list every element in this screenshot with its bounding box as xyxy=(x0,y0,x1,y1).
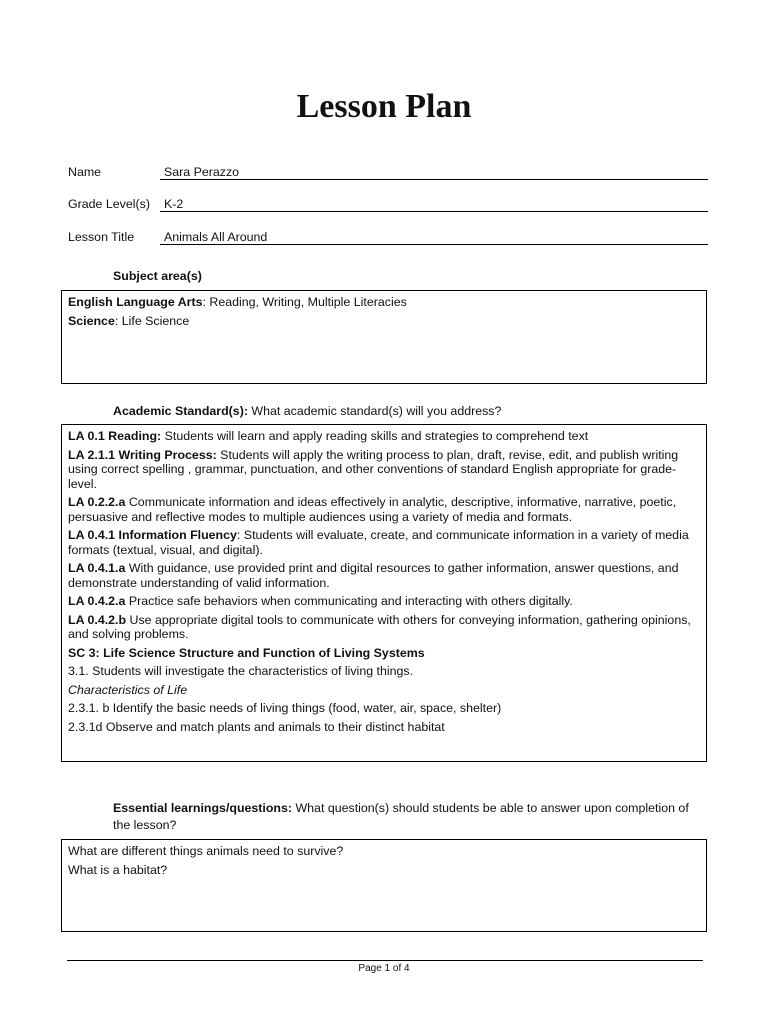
standard-code: LA 0.4.2.b xyxy=(68,612,127,627)
essential-question: What is a habitat? xyxy=(68,862,168,877)
subject-science-line xyxy=(68,314,700,329)
standard-text: : Students will evaluate, create, and communicate information in a variety of media formats (textual, visual, and digital). xyxy=(68,528,689,557)
standard-text: Practice safe behaviors when communicating and interacting with others digitally. xyxy=(125,594,573,608)
essential-question: What are different things animals need to survive? xyxy=(68,844,344,858)
subject-area-heading xyxy=(113,268,703,285)
name-label: Name xyxy=(68,165,102,179)
standard-text: With guidance, use provided print and digital resources to gather information, answer questions, and demonstrate understanding of valid information. xyxy=(68,561,679,590)
standard-text: Students will learn and apply reading skills and strategies to comprehend text xyxy=(161,429,589,443)
ela-text: : Reading, Writing, Multiple Literacies xyxy=(202,295,407,309)
standard-item xyxy=(68,448,700,492)
lesson-title-label: Lesson Title xyxy=(68,230,135,244)
standard-item xyxy=(68,495,700,524)
standard-code: LA 2.1.1 Writing Process: xyxy=(68,447,217,462)
standard-item xyxy=(68,528,700,557)
science-label: Science xyxy=(68,313,115,328)
academic-standards-heading-bold: Academic Standard(s): xyxy=(113,404,248,418)
subject-area-heading-text: Subject area(s) xyxy=(113,269,202,283)
science-standard-line: 2.3.1. b Identify the basic needs of living things (food, water, air, space, shelter) xyxy=(68,701,502,715)
standard-text: Communicate information and ideas effectively in analytic, descriptive, informative, narrative, poetic, persuasive and reflective modes to multiple audiences using a variety of media and formats. xyxy=(68,495,677,524)
essential-learnings-heading xyxy=(113,800,703,834)
essential-learnings-box[interactable] xyxy=(61,839,707,932)
standard-text: Students will apply the writing process to plan, draft, revise, edit, and publish writing using correct spelling , grammar, punctuation, and other conventions of standard English appropriate for grade-level. xyxy=(68,447,679,491)
ela-label: English Language Arts xyxy=(68,295,203,309)
standard-item xyxy=(68,594,700,609)
science-standard-subheading: Characteristics of Life xyxy=(68,682,188,697)
grade-level-label: Grade Level(s) xyxy=(68,197,150,211)
name-field[interactable]: Sara Perazzo xyxy=(160,165,708,180)
science-text: : Life Science xyxy=(114,313,190,328)
subject-area-box[interactable] xyxy=(61,290,707,384)
academic-standards-box[interactable] xyxy=(61,424,707,762)
footer-divider xyxy=(67,960,703,961)
subject-ela-line xyxy=(68,295,700,310)
science-standard-line: 3.1. Students will investigate the characteristics of living things. xyxy=(68,664,414,678)
page-number: Page 1 of 4 xyxy=(358,963,410,974)
academic-standards-heading-text: What academic standard(s) will you address? xyxy=(247,404,502,418)
standard-code: LA 0.2.2.a xyxy=(68,495,126,509)
standard-code: LA 0.1 Reading: xyxy=(68,429,162,443)
essential-learnings-heading-bold: Essential learnings/questions: xyxy=(113,801,293,815)
standard-code: LA 0.4.1.a xyxy=(68,561,126,575)
lesson-title-field[interactable]: Animals All Around xyxy=(160,230,708,245)
academic-standards-heading xyxy=(113,403,703,420)
standard-code: LA 0.4.2.a xyxy=(68,594,126,608)
page-title: Lesson Plan xyxy=(296,88,472,125)
science-standard-heading xyxy=(68,646,700,661)
grade-level-field[interactable]: K-2 xyxy=(160,197,708,212)
science-standard-heading-text: SC 3: Life Science Structure and Function of Living Systems xyxy=(68,645,425,660)
science-standard-line: 2.3.1d Observe and match plants and animals to their distinct habitat xyxy=(68,719,445,734)
standard-item xyxy=(68,561,700,590)
standard-item xyxy=(68,429,700,444)
standard-item xyxy=(68,613,700,642)
essential-learnings-heading-text: What question(s) should students be able to answer upon completion of the lesson? xyxy=(113,801,689,832)
standard-code: LA 0.4.1 Information Fluency xyxy=(68,528,237,542)
standard-text: Use appropriate digital tools to communicate with others for conveying information, gathering opinions, and solving problems. xyxy=(68,612,691,641)
